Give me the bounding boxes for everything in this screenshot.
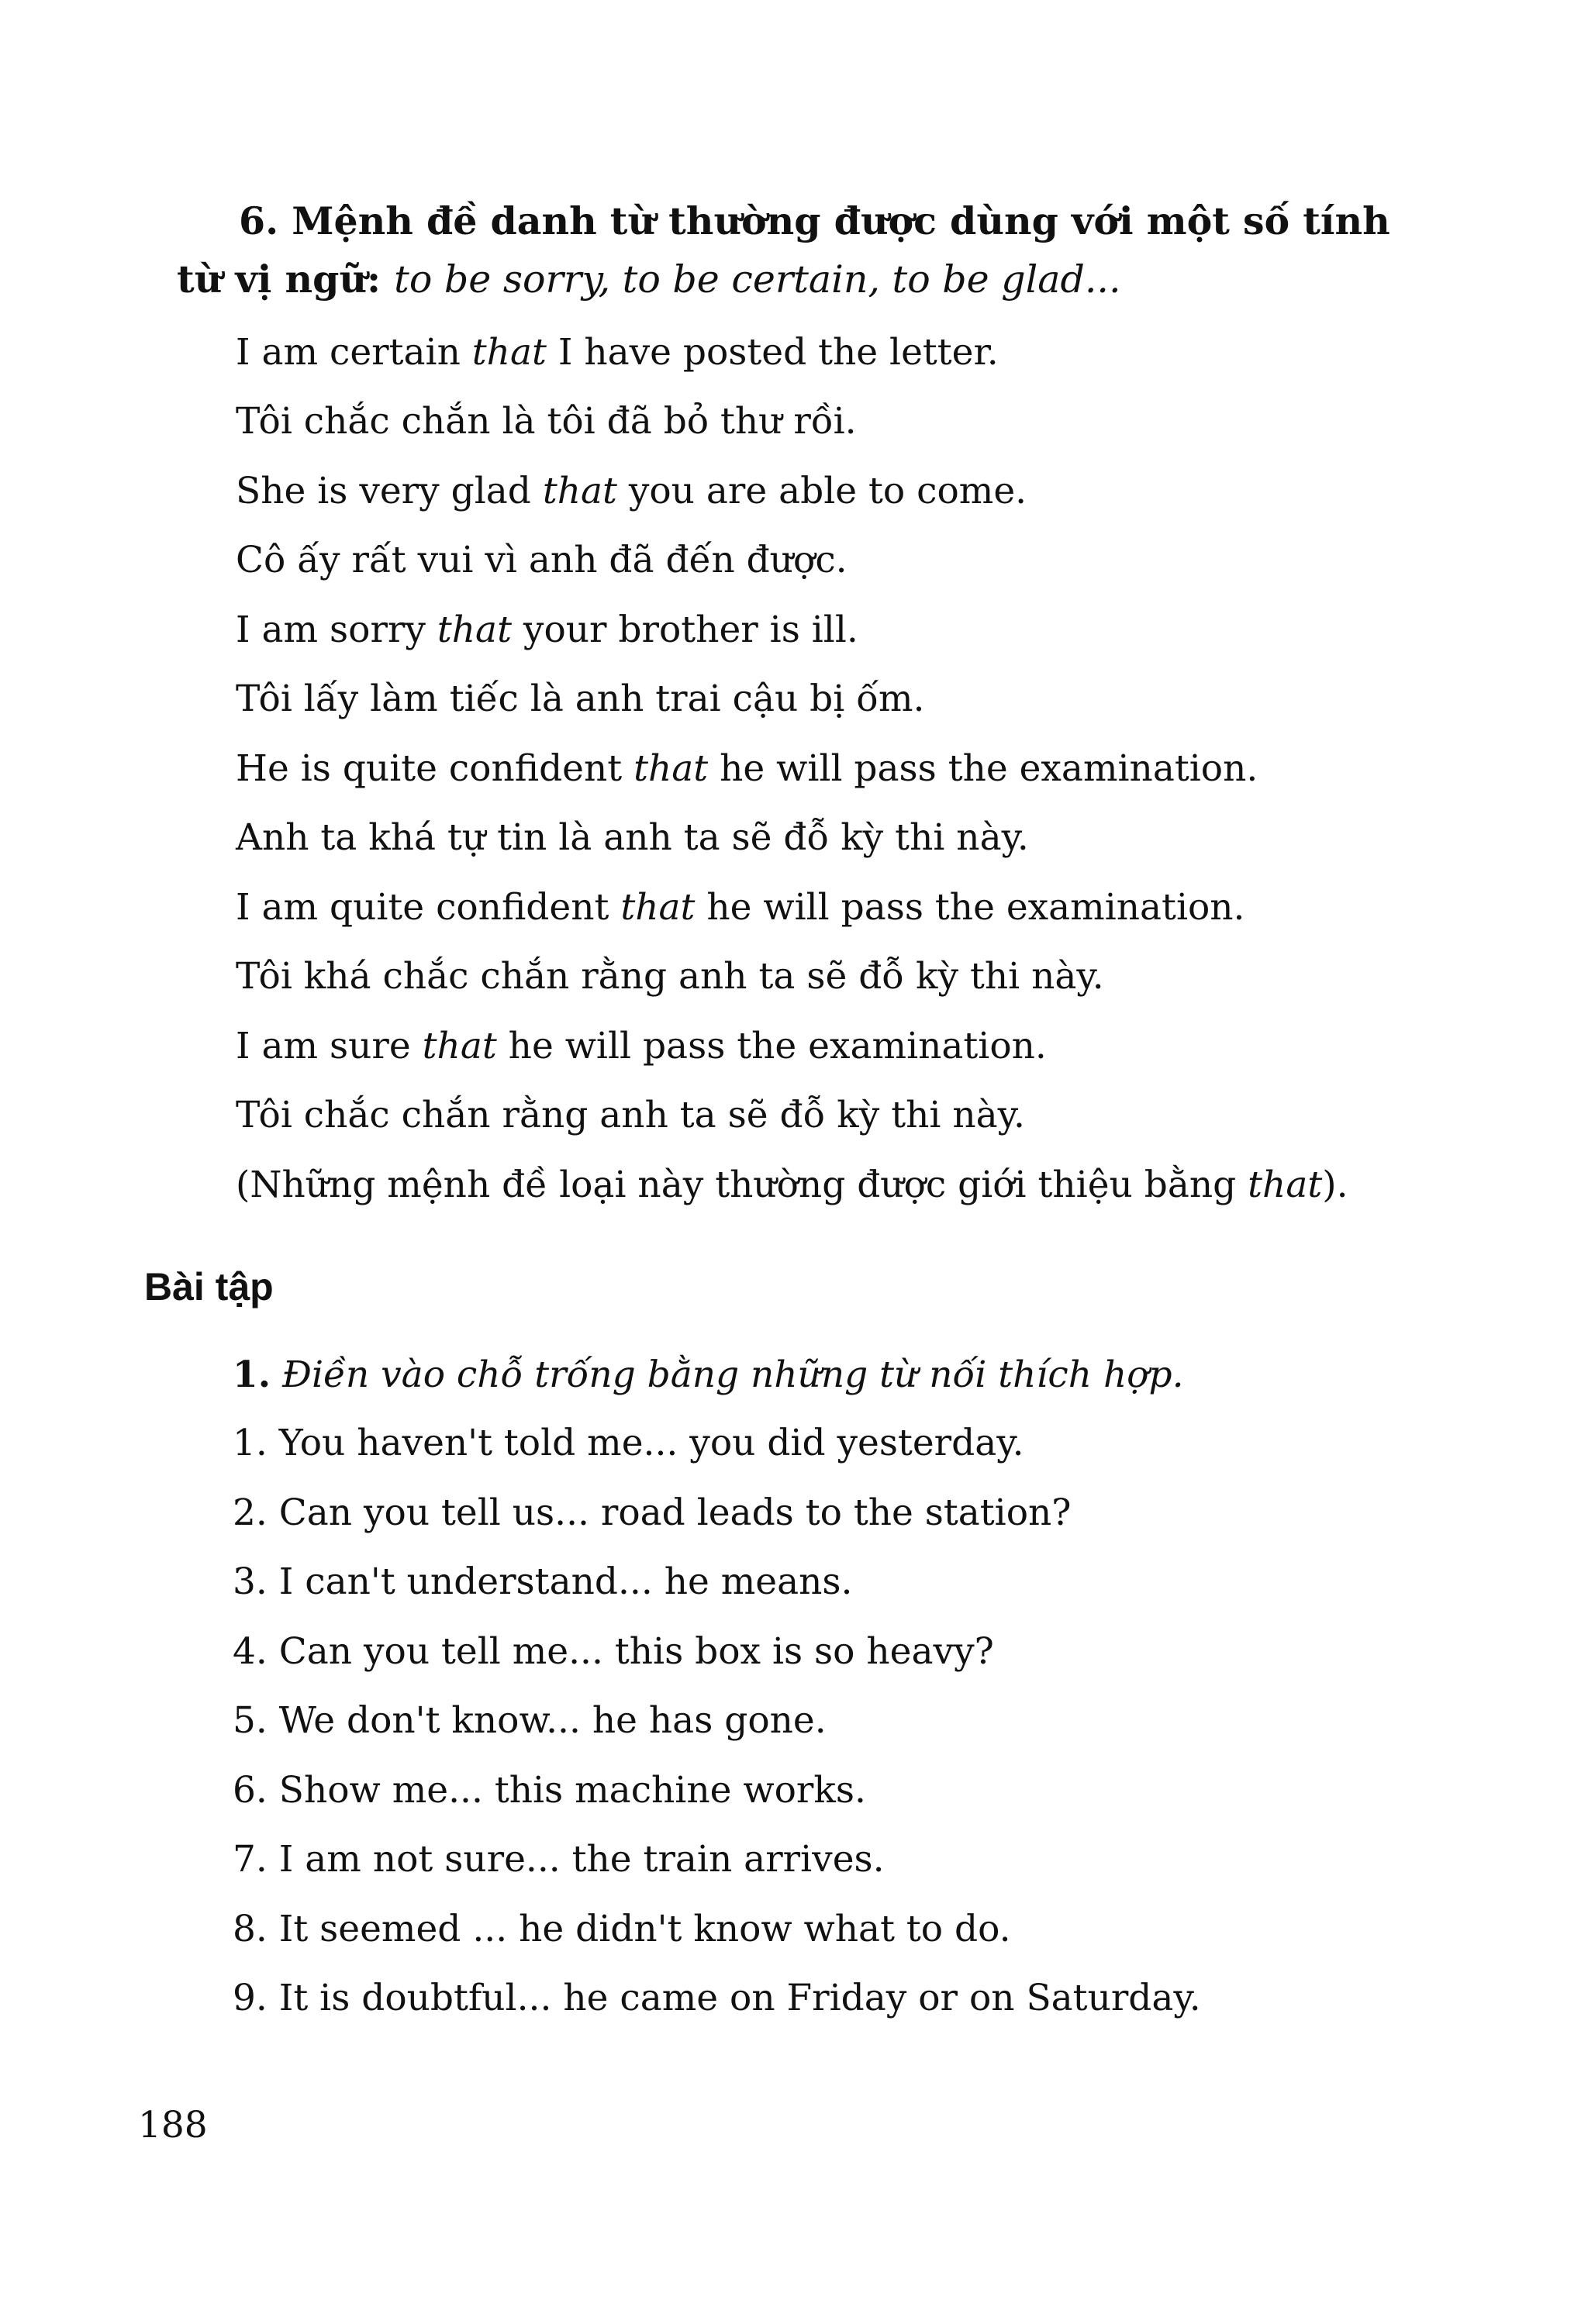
example-line-2: Tôi chắc chắn là tôi đã bỏ thư rồi. [236, 400, 857, 443]
task-number: 1. [233, 1353, 271, 1396]
section-number: 6. [239, 198, 279, 243]
page-number: 188 [138, 2104, 208, 2146]
exercise-item: 1. You haven't told me... you did yesterday. [233, 1422, 1024, 1464]
example-line-7: He is quite confident that he will pass the examination. [236, 747, 1258, 790]
example-line-11: I am sure that he will pass the examination. [236, 1025, 1047, 1067]
example-line-1: I am certain that I have posted the letter. [236, 331, 999, 374]
example-line-3: She is very glad that you are able to come. [236, 470, 1027, 512]
example-line-5: I am sorry that your brother is ill. [236, 609, 858, 651]
example-line-4: Cô ấy rất vui vì anh đã đến được. [236, 539, 848, 581]
example-line-8: Anh ta khá tự tin là anh ta sẽ đỗ kỳ thi này. [236, 816, 1029, 859]
exercise-instruction [233, 1352, 1184, 1398]
task-instruction: Điền vào chỗ trống bằng những từ nối thích hợp. [282, 1353, 1184, 1396]
exercise-item: 8. It seemed ... he didn't know what to do. [233, 1908, 1011, 1950]
exercise-item: 4. Can you tell me... this box is so heavy? [233, 1630, 994, 1673]
exercise-heading: Bài tập [144, 1265, 274, 1309]
section-title-line-1: Mệnh đề danh từ thường được dùng với một số tính [292, 198, 1390, 243]
exercise-item: 2. Can you tell us... road leads to the station? [233, 1491, 1072, 1534]
exercise-item: 7. I am not sure... the train arrives. [233, 1838, 885, 1881]
example-line-6: Tôi lấy làm tiếc là anh trai cậu bị ốm. [236, 678, 925, 720]
exercise-item: 6. Show me... this machine works. [233, 1769, 866, 1812]
exercise-item: 3. I can't understand... he means. [233, 1560, 853, 1603]
section-title-line-2: từ vị ngữ: [177, 257, 381, 302]
example-line-9: I am quite confident that he will pass the examination. [236, 886, 1245, 929]
section-6-heading [177, 192, 1510, 309]
predicate-adjective-examples: to be sorry, to be certain, to be glad... [394, 257, 1121, 302]
exercise-item: 5. We don't know... he has gone. [233, 1699, 827, 1742]
example-line-12: Tôi chắc chắn rằng anh ta sẽ đỗ kỳ thi này. [236, 1094, 1025, 1136]
exercise-item: 9. It is doubtful... he came on Friday or on Saturday. [233, 1977, 1201, 2019]
example-line-10: Tôi khá chắc chắn rằng anh ta sẽ đỗ kỳ thi này. [236, 955, 1104, 998]
example-note: (Những mệnh đề loại này thường được giới thiệu bằng that). [236, 1164, 1348, 1206]
